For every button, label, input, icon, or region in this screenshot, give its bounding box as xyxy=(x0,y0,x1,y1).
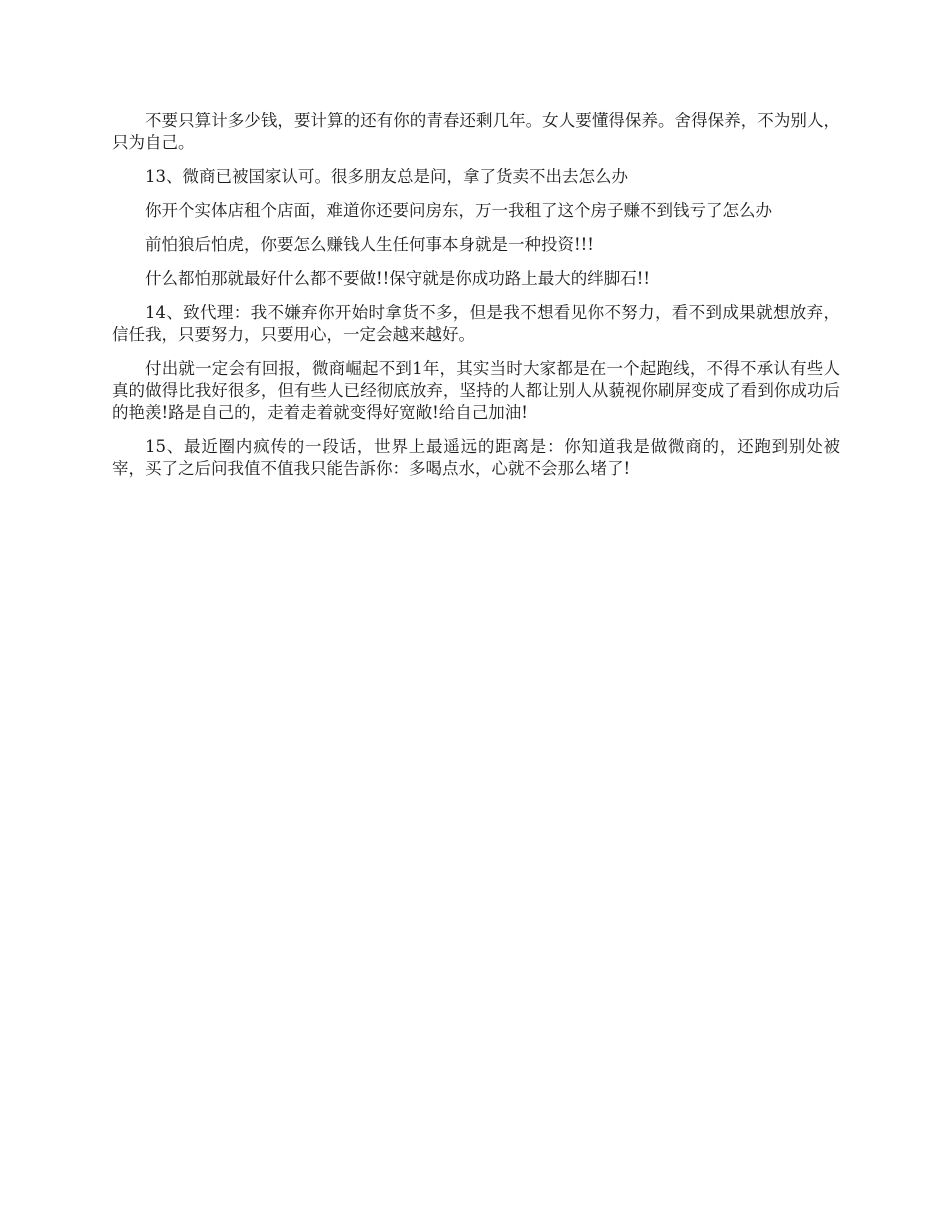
paragraph: 前怕狼后怕虎，你要怎么赚钱人生任何事本身就是一种投资!!! xyxy=(145,235,594,254)
paragraph: 什么都怕那就最好什么都不要做!!保守就是你成功路上最大的绊脚石!! xyxy=(145,269,651,288)
paragraph: 不要只算计多少钱，要计算的还有你的青春还剩几年。女人要懂得保养。舍得保养，不为别人，只为自己。 xyxy=(112,111,840,152)
paragraph: 你开个实体店租个店面，难道你还要问房东，万一我租了这个房子赚不到钱亏了怎么办 xyxy=(145,201,772,220)
document-body xyxy=(112,110,840,492)
paragraph: 15、最近圈内疯传的一段话，世界上最遥远的距离是：你知道我是做微商的，还跑到别处被宰，买了之后问我值不值我只能告訴你：多喝点水，心就不会那么堵了! xyxy=(112,437,840,478)
paragraph: 付出就一定会有回报，微商崛起不到1年，其实当时大家都是在一个起跑线，不得不承认有些人真的做得比我好很多，但有些人已经彻底放弃，坚持的人都让别人从藐视你刷屏变成了看到你成功后的艳羡!路是自己的，走着走着就变得好宽敞!给自己加油! xyxy=(112,359,840,422)
paragraph: 14、致代理：我不嫌弃你开始时拿货不多，但是我不想看见你不努力，看不到成果就想放弃，信任我，只要努力，只要用心，一定会越来越好。 xyxy=(112,303,840,344)
paragraph: 13、微商已被国家认可。很多朋友总是问，拿了货卖不出去怎么办 xyxy=(145,167,628,186)
